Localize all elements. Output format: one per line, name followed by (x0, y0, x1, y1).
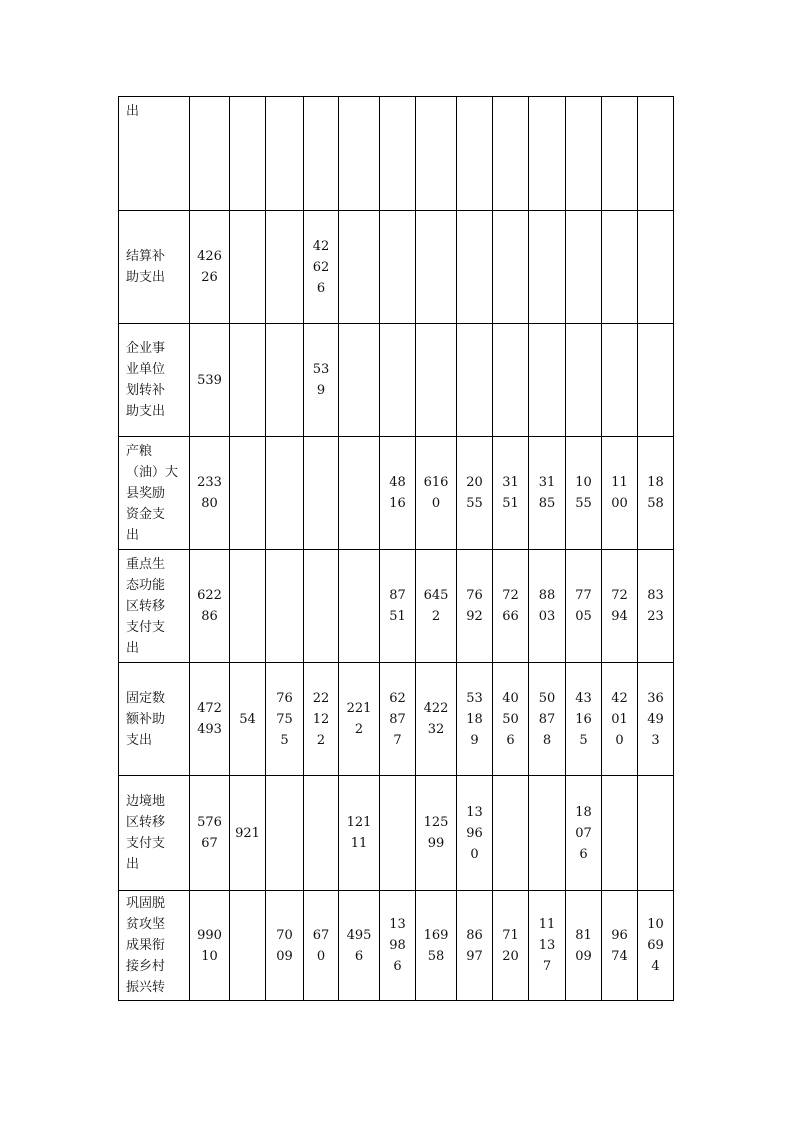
table-cell (638, 97, 674, 211)
table-cell (602, 211, 638, 324)
table-cell: 72 94 (602, 550, 638, 663)
table-cell: 11 13 7 (529, 891, 566, 1001)
table-cell (266, 97, 304, 211)
table-cell: 921 (230, 776, 266, 891)
table-cell: 20 55 (457, 437, 493, 550)
table-cell: 11 00 (602, 437, 638, 550)
table-cell: 54 (230, 663, 266, 776)
table-cell (493, 97, 529, 211)
table-cell: 76 75 5 (266, 663, 304, 776)
table-cell (493, 324, 529, 437)
table-cell (230, 891, 266, 1001)
table-cell: 50 87 8 (529, 663, 566, 776)
table-cell: 53 18 9 (457, 663, 493, 776)
table-cell (566, 211, 602, 324)
table-row (119, 211, 674, 324)
table-cell (304, 776, 339, 891)
table-cell (380, 776, 416, 891)
table-cell: 576 67 (190, 776, 230, 891)
table-cell: 990 10 (190, 891, 230, 1001)
table-cell: 495 6 (339, 891, 380, 1001)
table-cell (230, 437, 266, 550)
table-cell: 70 09 (266, 891, 304, 1001)
table-body (119, 97, 674, 1001)
table-cell: 81 09 (566, 891, 602, 1001)
table-cell (304, 437, 339, 550)
table-cell: 426 26 (190, 211, 230, 324)
table-row (119, 776, 674, 891)
table-cell (304, 97, 339, 211)
table-cell (529, 324, 566, 437)
row-label: 产粮 （油）大 县奖励 资金支 出 (119, 437, 190, 550)
table-cell (266, 211, 304, 324)
table-cell (638, 211, 674, 324)
table-cell (380, 324, 416, 437)
table-cell: 36 49 3 (638, 663, 674, 776)
table-cell: 645 2 (416, 550, 457, 663)
table-cell (457, 97, 493, 211)
table-cell: 88 03 (529, 550, 566, 663)
table-cell (266, 324, 304, 437)
table-cell: 233 80 (190, 437, 230, 550)
table-cell: 539 (190, 324, 230, 437)
fiscal-transfer-table (118, 96, 674, 1001)
table-cell: 422 32 (416, 663, 457, 776)
table-cell: 42 62 6 (304, 211, 339, 324)
table-cell: 86 97 (457, 891, 493, 1001)
table-cell (380, 97, 416, 211)
table-cell (230, 211, 266, 324)
table-cell: 22 12 2 (304, 663, 339, 776)
table-cell: 121 11 (339, 776, 380, 891)
table-cell: 13 98 6 (380, 891, 416, 1001)
table-row (119, 437, 674, 550)
table-cell (457, 211, 493, 324)
table-cell: 10 69 4 (638, 891, 674, 1001)
row-label: 企业事 业单位 划转补 助支出 (119, 324, 190, 437)
table-cell (266, 776, 304, 891)
table-cell: 18 07 6 (566, 776, 602, 891)
table-cell: 48 16 (380, 437, 416, 550)
table-cell: 10 55 (566, 437, 602, 550)
table-cell (493, 776, 529, 891)
table-cell (416, 324, 457, 437)
table-cell: 62 87 7 (380, 663, 416, 776)
table-cell (230, 97, 266, 211)
table-row (119, 97, 674, 211)
row-label: 重点生 态功能 区转移 支付支 出 (119, 550, 190, 663)
table-cell: 472 493 (190, 663, 230, 776)
table-cell: 31 85 (529, 437, 566, 550)
table-cell (638, 324, 674, 437)
table-row (119, 324, 674, 437)
table-row (119, 891, 674, 1001)
table-cell (266, 437, 304, 550)
table-cell: 40 50 6 (493, 663, 529, 776)
table-cell (457, 324, 493, 437)
table-cell: 221 2 (339, 663, 380, 776)
table-cell (529, 211, 566, 324)
table-cell (416, 97, 457, 211)
table-cell (638, 776, 674, 891)
table-cell: 13 96 0 (457, 776, 493, 891)
table-cell (380, 211, 416, 324)
table-cell: 96 74 (602, 891, 638, 1001)
table-cell: 616 0 (416, 437, 457, 550)
table-cell (493, 211, 529, 324)
table-cell: 67 0 (304, 891, 339, 1001)
table-cell: 83 23 (638, 550, 674, 663)
table-cell: 72 66 (493, 550, 529, 663)
table-cell: 76 92 (457, 550, 493, 663)
table-cell (602, 776, 638, 891)
table-cell (190, 97, 230, 211)
row-label: 结算补 助支出 (119, 211, 190, 324)
row-label: 边境地 区转移 支付支 出 (119, 776, 190, 891)
table-cell (339, 437, 380, 550)
row-label: 巩固脱 贫攻坚 成果衔 接乡村 振兴转 (119, 891, 190, 1001)
table-cell (602, 324, 638, 437)
table-cell (339, 324, 380, 437)
table-cell (230, 550, 266, 663)
table-cell: 77 05 (566, 550, 602, 663)
table-cell (529, 776, 566, 891)
table-cell: 622 86 (190, 550, 230, 663)
table-row (119, 550, 674, 663)
row-label: 出 (119, 97, 190, 211)
table-cell: 125 99 (416, 776, 457, 891)
table-cell (339, 550, 380, 663)
table-cell (339, 211, 380, 324)
table-cell: 43 16 5 (566, 663, 602, 776)
table-cell (266, 550, 304, 663)
table-cell (566, 97, 602, 211)
table-cell (416, 211, 457, 324)
table-cell: 169 58 (416, 891, 457, 1001)
table-cell (602, 97, 638, 211)
table-cell: 31 51 (493, 437, 529, 550)
table-cell (304, 550, 339, 663)
table-cell (566, 324, 602, 437)
table-cell (339, 97, 380, 211)
table-row (119, 663, 674, 776)
table-cell (529, 97, 566, 211)
table-cell (230, 324, 266, 437)
table-cell: 87 51 (380, 550, 416, 663)
table-cell: 71 20 (493, 891, 529, 1001)
table-cell: 18 58 (638, 437, 674, 550)
table-cell: 42 01 0 (602, 663, 638, 776)
table-cell: 53 9 (304, 324, 339, 437)
row-label: 固定数 额补助 支出 (119, 663, 190, 776)
